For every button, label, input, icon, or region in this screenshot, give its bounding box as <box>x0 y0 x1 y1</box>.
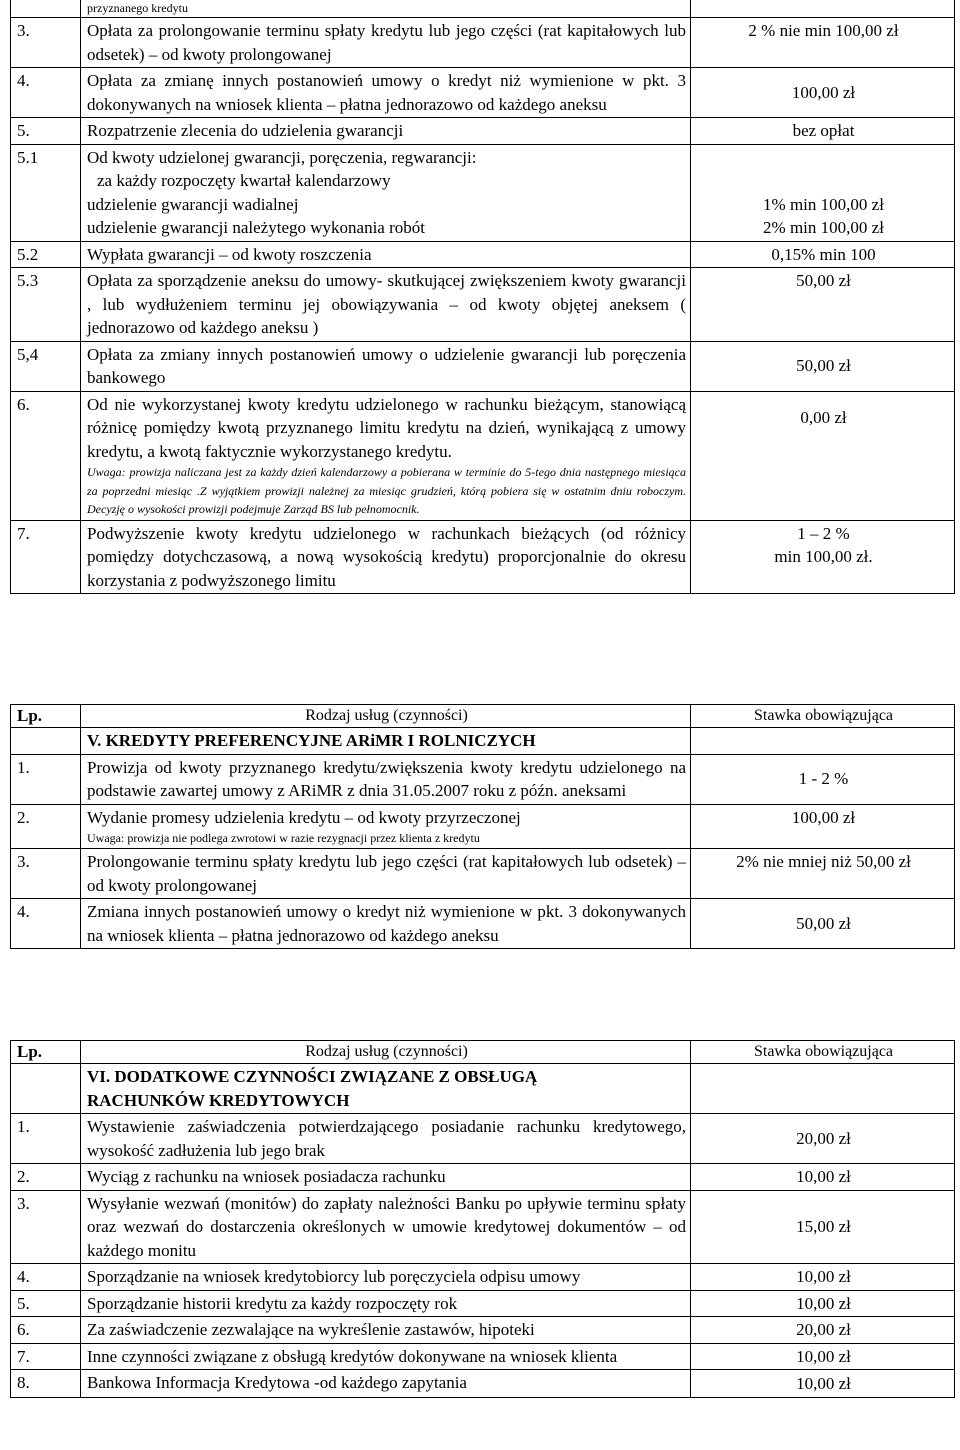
row-number: 6. <box>11 1317 81 1344</box>
section-row <box>11 728 955 755</box>
table-row <box>11 341 955 391</box>
table-row <box>11 520 955 594</box>
row-number: 2. <box>11 804 81 849</box>
row-rate: 0,00 zł <box>691 391 955 520</box>
row-rate: 100,00 zł <box>691 804 955 849</box>
row-rate: bez opłat <box>691 118 955 145</box>
table-row <box>11 849 955 899</box>
row-number: 5. <box>11 1290 81 1317</box>
table-row <box>11 1164 955 1191</box>
row-number: 4. <box>11 68 81 118</box>
row-rate: 100,00 zł <box>691 68 955 118</box>
row-rate: 15,00 zł <box>691 1190 955 1264</box>
rate-line: 1% min 100,00 zł <box>763 194 884 214</box>
table-header <box>11 705 955 728</box>
row-note: Uwaga: prowizja naliczana jest za każdy dzień kalendarzowy a pobierana w terminie do 5-tego dnia następnego miesiąca za poprzedni miesiąc .Z wyjątkiem prowizji należnej za miesiąc grudzień, którą pobiera się w ostatnim dniu roboczym. Decyzję o wysokości prowizji podejmuje Zarząd BS lub pełnomocnik. <box>87 465 686 516</box>
row-number: 4. <box>11 899 81 949</box>
row-number: 3. <box>11 849 81 899</box>
table-row <box>11 899 955 949</box>
header-lp: Lp. <box>11 1041 81 1064</box>
desc-line: za każdy rozpoczęty kwartał kalendarzowy <box>97 171 391 190</box>
fees-table-additional <box>10 1040 955 1398</box>
rate-line: 1 – 2 % <box>797 523 850 543</box>
table-row <box>11 268 955 342</box>
fees-table-preferential <box>10 704 955 949</box>
section-title: VI. DODATKOWE CZYNNOŚCI ZWIĄZANE Z OBSŁUGĄ RACHUNKÓW KREDYTOWYCH <box>81 1064 691 1114</box>
header-rate: Stawka obowiązująca <box>691 1041 955 1064</box>
row-number: 1. <box>11 1114 81 1164</box>
row-description: Podwyższenie kwoty kredytu udzielonego w rachunkach bieżących (od różnicy pomiędzy dotychczasową, a nową wysokością kredytu) proporcjonalnie do okresu korzystania z podwyższonego limitu <box>81 520 691 594</box>
table-row <box>11 1370 955 1398</box>
row-rate: 2 % nie min 100,00 zł <box>691 18 955 68</box>
row-rate: 50,00 zł <box>691 341 955 391</box>
row-note: Uwaga: prowizja nie podlega zwrotowi w razie rezygnacji przez klienta z kredytu <box>87 831 480 845</box>
table-row <box>11 1190 955 1264</box>
table-row <box>11 18 955 68</box>
row-number: 5,4 <box>11 341 81 391</box>
row-fragment-text: przyznanego kredytu <box>81 0 691 18</box>
row-number: 2. <box>11 1164 81 1191</box>
table-row <box>11 1290 955 1317</box>
desc-text: Wydanie promesy udzielenia kredytu – od kwoty przyrzeczonej <box>87 807 521 827</box>
row-number: 8. <box>11 1370 81 1398</box>
row-description: Wypłata gwarancji – od kwoty roszczenia <box>81 241 691 268</box>
row-number: 1. <box>11 754 81 804</box>
header-service: Rodzaj usług (czynności) <box>81 705 691 728</box>
section-row <box>11 1064 955 1114</box>
row-description: Prolongowanie terminu spłaty kredytu lub jego części (rat kapitałowych lub odsetek) – od kwoty prolongowanej <box>81 849 691 899</box>
table-row <box>11 804 955 849</box>
row-description: Wysyłanie wezwań (monitów) do zapłaty należności Banku po upływie terminu spłaty oraz wezwań do dostarczenia określonych w umowie kredytowej dokumentów – od każdego monitu <box>81 1190 691 1264</box>
rate-line: 2% min 100,00 zł <box>763 218 884 237</box>
row-description: Inne czynności związane z obsługą kredytów dokonywane na wniosek klienta <box>81 1343 691 1370</box>
row-rate: 0,15% min 100 <box>691 241 955 268</box>
row-number: 5. <box>11 118 81 145</box>
table-row <box>11 118 955 145</box>
row-rate: 50,00 zł <box>691 899 955 949</box>
rate-line: min 100,00 zł. <box>774 547 873 566</box>
table-row <box>11 391 955 520</box>
row-rate: 20,00 zł <box>691 1317 955 1344</box>
row-number: 7. <box>11 1343 81 1370</box>
table-row <box>11 1114 955 1164</box>
table-row <box>11 754 955 804</box>
header-lp: Lp. <box>11 705 81 728</box>
table-row <box>11 0 955 18</box>
table-row <box>11 1317 955 1344</box>
row-description: Za zaświadczenie zezwalające na wykreślenie zastawów, hipoteki <box>81 1317 691 1344</box>
row-description: Wystawienie zaświadczenia potwierdzającego posiadanie rachunku kredytowego, wysokość zadłużenia lub jego brak <box>81 1114 691 1164</box>
row-number: 7. <box>11 520 81 594</box>
row-number: 3. <box>11 1190 81 1264</box>
row-rate: 10,00 zł <box>691 1370 955 1398</box>
row-description: Opłata za zmiany innych postanowień umowy o udzielenie gwarancji lub poręczenia bankowego <box>81 341 691 391</box>
table-row <box>11 144 955 241</box>
row-rate <box>691 520 955 594</box>
row-rate: 1 - 2 % <box>691 754 955 804</box>
row-number: 5.3 <box>11 268 81 342</box>
header-rate: Stawka obowiązująca <box>691 705 955 728</box>
row-description: Zmiana innych postanowień umowy o kredyt niż wymienione w pkt. 3 dokonywanych na wniosek klienta – płatna jednorazowo od każdego aneksu <box>81 899 691 949</box>
row-number: 5.2 <box>11 241 81 268</box>
desc-text: Od nie wykorzystanej kwoty kredytu udzielonego w rachunku bieżącym, stanowiącą różnicę pomiędzy kwotą przyznanego limitu kredytu na dzień, wynikającą z umowy kredytu, a kwotą faktycznie wykorzystanego kredytu. <box>87 394 686 461</box>
row-description: Wyciąg z rachunku na wniosek posiadacza rachunku <box>81 1164 691 1191</box>
row-rate: 10,00 zł <box>691 1343 955 1370</box>
row-number: 3. <box>11 18 81 68</box>
desc-line: Od kwoty udzielonej gwarancji, poręczenia, regwarancji: <box>87 147 477 167</box>
table-row <box>11 68 955 118</box>
table-row <box>11 1264 955 1291</box>
row-description: Opłata za zmianę innych postanowień umowy o kredyt niż wymienione w pkt. 3 dokonywanych na wniosek klienta – płatna jednorazowo od każdego aneksu <box>81 68 691 118</box>
row-rate: 10,00 zł <box>691 1164 955 1191</box>
row-rate: 10,00 zł <box>691 1290 955 1317</box>
row-description: Rozpatrzenie zlecenia do udzielenia gwarancji <box>81 118 691 145</box>
row-rate: 50,00 zł <box>691 268 955 342</box>
row-description: Opłata za prolongowanie terminu spłaty kredytu lub jego części (rat kapitałowych lub odsetek) – od kwoty prolongowanej <box>81 18 691 68</box>
row-description: Prowizja od kwoty przyznanego kredytu/zwiększenia kwoty kredytu udzielonego na podstawie zawartej umowy z ARiMR z dnia 31.05.2007 roku z późn. aneksami <box>81 754 691 804</box>
row-description: Sporządzanie na wniosek kredytobiorcy lub poręczyciela odpisu umowy <box>81 1264 691 1291</box>
row-number: 6. <box>11 391 81 520</box>
row-rate: 10,00 zł <box>691 1264 955 1291</box>
table-row <box>11 1343 955 1370</box>
header-service: Rodzaj usług (czynności) <box>81 1041 691 1064</box>
section-title: V. KREDYTY PREFERENCYJNE ARiMR I ROLNICZYCH <box>81 728 691 755</box>
row-description <box>81 391 691 520</box>
table-row <box>11 241 955 268</box>
row-rate: 20,00 zł <box>691 1114 955 1164</box>
fees-table-credit <box>10 0 955 594</box>
row-description <box>81 144 691 241</box>
row-rate: 2% nie mniej niż 50,00 zł <box>691 849 955 899</box>
desc-line: udzielenie gwarancji wadialnej <box>87 194 299 214</box>
row-number: 5.1 <box>11 144 81 241</box>
row-rate <box>691 144 955 241</box>
desc-line: udzielenie gwarancji należytego wykonania robót <box>87 218 425 237</box>
row-description: Opłata za sporządzenie aneksu do umowy- skutkującej zwiększeniem kwoty gwarancji , lub wydłużeniem terminu jej obowiązywania – od kwoty objętej aneksem ( jednorazowo od każdego aneksu ) <box>81 268 691 342</box>
table-header <box>11 1041 955 1064</box>
row-description: Bankowa Informacja Kredytowa -od każdego zapytania <box>81 1370 691 1398</box>
row-description <box>81 804 691 849</box>
row-description: Sporządzanie historii kredytu za każdy rozpoczęty rok <box>81 1290 691 1317</box>
row-number: 4. <box>11 1264 81 1291</box>
